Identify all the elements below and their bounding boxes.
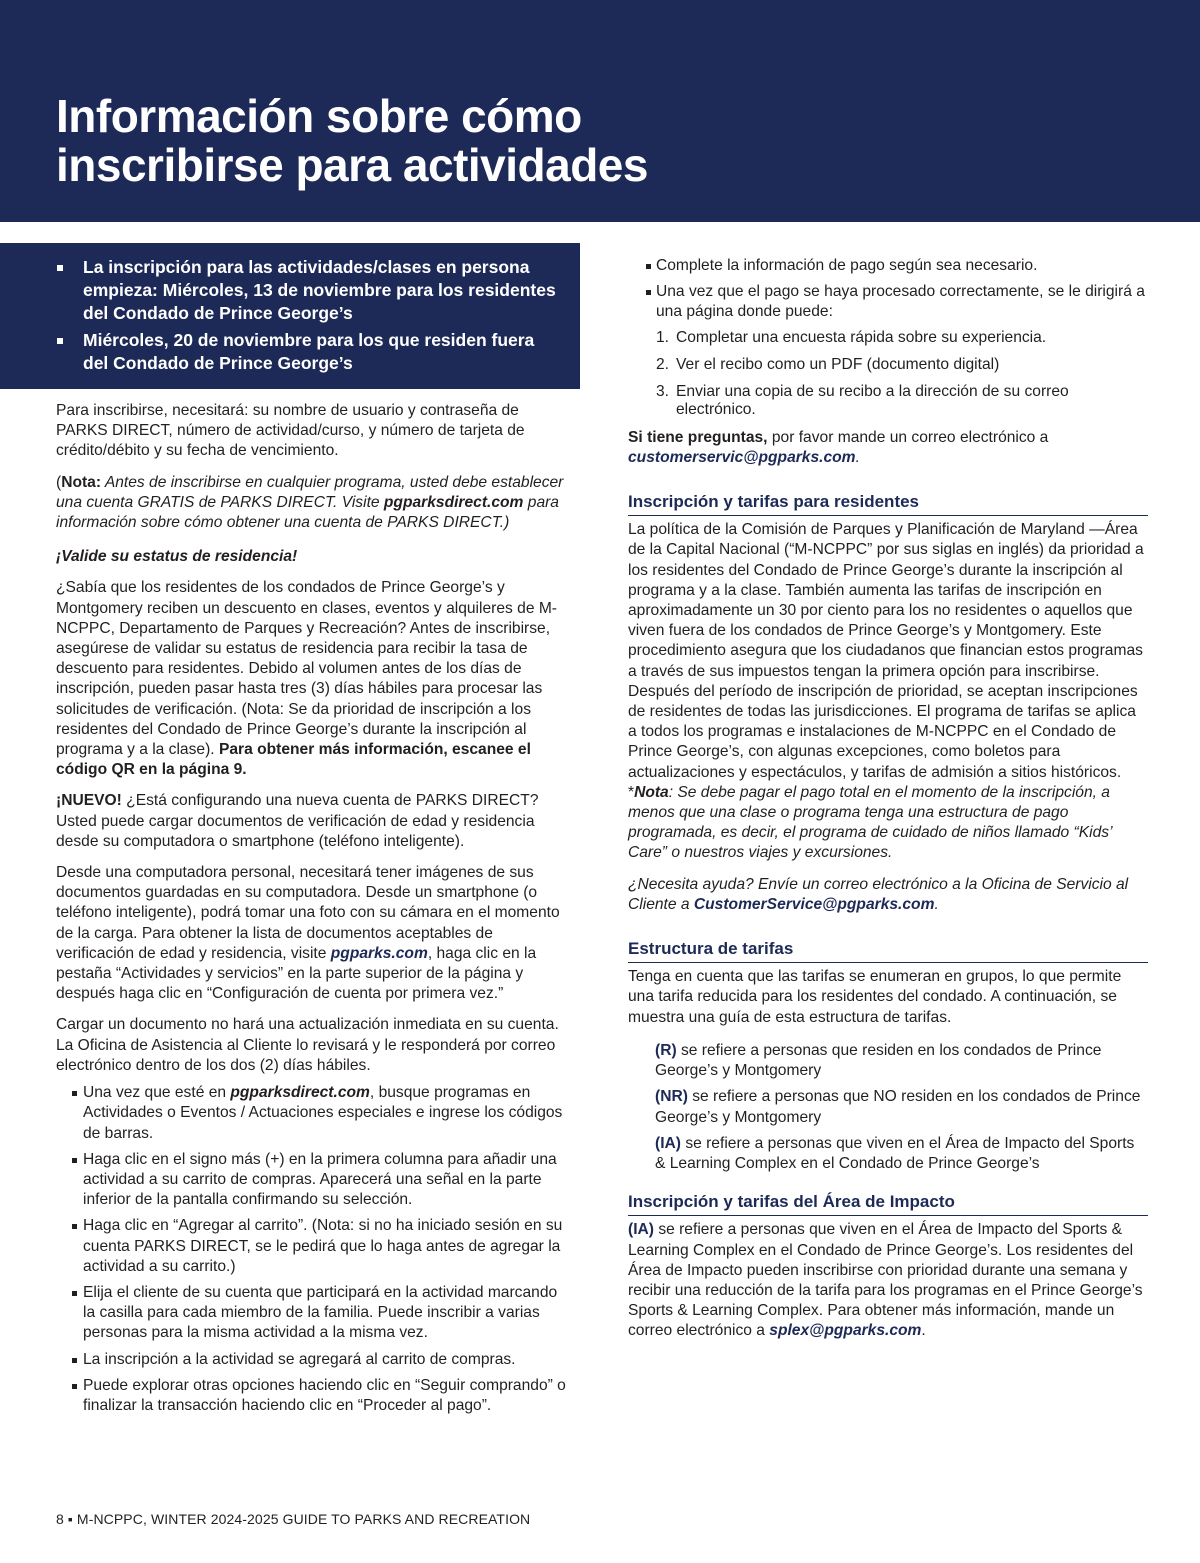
pgparks-link[interactable]: pgparks.com	[330, 944, 428, 962]
tier-nonresident: (NR) se refiere a personas que NO residen en los condados de Prince George’s y Montgomery	[655, 1088, 1141, 1126]
pgparksdirect-link-2[interactable]: pgparksdirect.com	[230, 1084, 370, 1102]
validate-residency-heading: ¡Valide su estatus de residencia!	[56, 548, 298, 566]
upload-review-paragraph: Cargar un documento no hará una actualización inmediata en su cuenta. La Oficina de Asistencia al Cliente lo revisará y le responderá por correo electrónico dentro de los dos (2) días hábiles.	[56, 1016, 559, 1074]
list-item: Haga clic en “Agregar al carrito”. (Nota: si no ha iniciado sesión en su cuenta PARKS DIRECT, se le pedirá que lo haga antes de agregar la actividad a su carrito.)	[56, 1216, 566, 1277]
customer-service-email-link[interactable]: customerservic@pgparks.com	[628, 448, 856, 466]
splex-email-link[interactable]: splex@pgparks.com	[769, 1322, 922, 1340]
page-header	[0, 0, 1200, 222]
new-account-paragraph: ¡NUEVO! ¿Está configurando una nueva cuenta de PARKS DIRECT? Usted puede cargar documentos de verificación de edad y residencia desde su computadora o smartphone (teléfono inteligente).	[56, 792, 539, 850]
registration-dates-callout	[0, 243, 580, 389]
requirements-paragraph: Para inscribirse, necesitará: su nombre de usuario y contraseña de PARKS DIRECT, número de actividad/curso, y número de tarjeta de crédito/débito y su fecha de vencimiento.	[56, 402, 525, 460]
note-label: Nota:	[61, 473, 102, 491]
list-item: 2. Ver el recibo como un PDF (documento digital)	[656, 355, 1000, 373]
callout-item-residents: La inscripción para las actividades/clases en persona empieza: Miércoles, 13 de noviembre para los residentes del Condado de Prince George’s	[56, 256, 556, 325]
post-payment-options	[628, 329, 1148, 419]
residents-policy-paragraph: La política de la Comisión de Parques y Planificación de Maryland —Área de la Capital Nacional (“M-NCPPC” por sus siglas en inglés) da prioridad a los residentes del Condado de Prince George’s durante la inscripción al programa y a la clase. También aumenta las tarifas de inscripción en aproximadamente un 30 por ciento para los no residentes o aquellos que viven fuera de los condados de Prince George’s y Montgomery. Este procedimiento asegura que los ciudadanos que financian estos programas a través de sus impuestos tengan la primera opción para inscribirse. Después del período de inscripción de prioridad, se aceptan inscripciones de residentes de todas las jurisdicciones. El programa de tarifas se aplica a todos los programas e instalaciones de M-NCPPC en el Condado de Prince George’s, con algunas excepciones, como boletos para actualizaciones y espectáculos, y tarifas de admisión a sitios históricos. *Nota: Se debe pagar el pago total en el momento de la inscripción, a menos que una clase o programa tenga una estructura de pago programada, es decir, el programa de cuidado de niños llamado “Kids’ Care” o nuestros viajes y excursiones.	[628, 521, 1144, 862]
residents-fees-heading: Inscripción y tarifas para residentes	[628, 492, 1148, 516]
list-item: 3. Enviar una copia de su recibo a la dirección de su correo electrónico.	[656, 382, 1069, 418]
list-item: Puede explorar otras opciones haciendo clic en “Seguir comprando” o finalizar la transacción haciendo clic en “Proceder al pago”.	[56, 1376, 566, 1416]
callout-item-nonresidents: Miércoles, 20 de noviembre para los que residen fuera del Condado de Prince George’s	[56, 329, 556, 375]
pgparksdirect-link[interactable]: pgparksdirect.com	[383, 493, 524, 511]
qr-code-reference: Para obtener más información, escanee el código QR en la página 9.	[56, 741, 531, 779]
new-label: ¡NUEVO!	[56, 792, 122, 810]
fee-structure-paragraph: Tenga en cuenta que las tarifas se enumeran en grupos, lo que permite una tarifa reducida para los residentes del condado. A continuación, se muestra una guía de esta estructura de tarifas.	[628, 968, 1122, 1026]
list-item: Complete la información de pago según sea necesario.	[628, 256, 1148, 276]
registration-steps-list	[56, 1083, 566, 1416]
fee-structure-heading: Estructura de tarifas	[628, 939, 1148, 963]
right-column	[628, 256, 1148, 1353]
list-item: Una vez que esté en pgparksdirect.com, busque programas en Actividades o Eventos / Actuaciones especiales e ingrese los códigos de barras.	[56, 1083, 566, 1144]
title-line-2: inscribirse para actividades	[56, 139, 648, 191]
left-column	[56, 401, 566, 1422]
list-item: 1. Completar una encuesta rápida sobre su experiencia.	[656, 328, 1047, 346]
page-title	[56, 92, 956, 190]
list-item: Una vez que el pago se haya procesado correctamente, se le dirigirá a una página donde puede:	[628, 282, 1148, 322]
list-item: Haga clic en el signo más (+) en la primera columna para añadir una actividad a su carrito de compras. Aparecerá una señal en la parte inferior de la pantalla confirmando su selección.	[56, 1150, 566, 1211]
list-item: La inscripción a la actividad se agregará al carrito de compras.	[56, 1350, 566, 1370]
help-paragraph: ¿Necesita ayuda? Envíe un correo electrónico a la Oficina de Servicio al Cliente a CustomerService@pgparks.com.	[628, 875, 1129, 913]
impact-area-paragraph: (IA) se refiere a personas que viven en el Área de Impacto del Sports & Learning Complex en el Condado de Prince George’s. Los residentes del Área de Impacto pueden inscribirse con prioridad durante una semana y recibir una reducción de la tarifa para los programas en el Prince George’s Sports & Learning Complex. Para obtener más información, mande un correo electrónico a splex@pgparks.com.	[628, 1221, 1143, 1340]
upload-instructions-paragraph: Desde una computadora personal, necesitará tener imágenes de sus documentos guardadas en su computadora. Desde un smartphone (o teléfono inteligente), podrá tomar una foto con su cámara en el momento de la carga. Para obtener la lista de documentos aceptables de verificación de edad y residencia, visite pgparks.com, haga clic en la pestaña “Actividades y servicios” en la parte superior de la página y después haga clic en “Configuración de cuenta por primera vez.”	[56, 864, 560, 1003]
note-paragraph: (Nota: Antes de inscribirse en cualquier programa, usted debe establecer una cuenta GRATIS de PARKS DIRECT. Visite pgparksdirect.com para información sobre cómo obtener una cuenta de PARKS DIRECT.)	[56, 473, 564, 532]
customerservice-email-link[interactable]: CustomerService@pgparks.com	[693, 895, 935, 913]
payment-steps-list	[628, 256, 1148, 323]
tier-resident: (R) se refiere a personas que residen en los condados de Prince George’s y Montgomery	[655, 1041, 1102, 1080]
tier-impact-area: (IA) se refiere a personas que viven en el Área de Impacto del Sports & Learning Complex en el Condado de Prince George’s	[655, 1134, 1135, 1172]
questions-paragraph: Si tiene preguntas, por favor mande un correo electrónico a customerservic@pgparks.com.	[628, 428, 1049, 466]
impact-area-heading: Inscripción y tarifas del Área de Impacto	[628, 1192, 1148, 1216]
list-item: Elija el cliente de su cuenta que participará en la actividad marcando la casilla para cada miembro de la familia. Puede inscribir a varias personas para la misma actividad a la misma vez.	[56, 1283, 566, 1344]
page-footer: 8 ▪ M-NCPPC, WINTER 2024-2025 GUIDE TO PARKS AND RECREATION	[56, 1511, 531, 1527]
title-line-1: Información sobre cómo	[56, 90, 582, 142]
residency-paragraph: ¿Sabía que los residentes de los condados de Prince George’s y Montgomery reciben un descuento en clases, eventos y alquileres de M-NCPPC, Departamento de Parques y Recreación? Antes de inscribirse, asegúrese de validar su estatus de residencia para recibir la tasa de descuento para residentes. Debido al volumen antes de los días de inscripción, pueden pasar hasta tres (3) días hábiles para procesar las solicitudes de verificación. (Nota: Se da prioridad de inscripción a los residentes del Condado de Prince George’s durante la inscripción al programa y a la clase). Para obtener más información, escanee el código QR en la página 9.	[56, 579, 558, 779]
